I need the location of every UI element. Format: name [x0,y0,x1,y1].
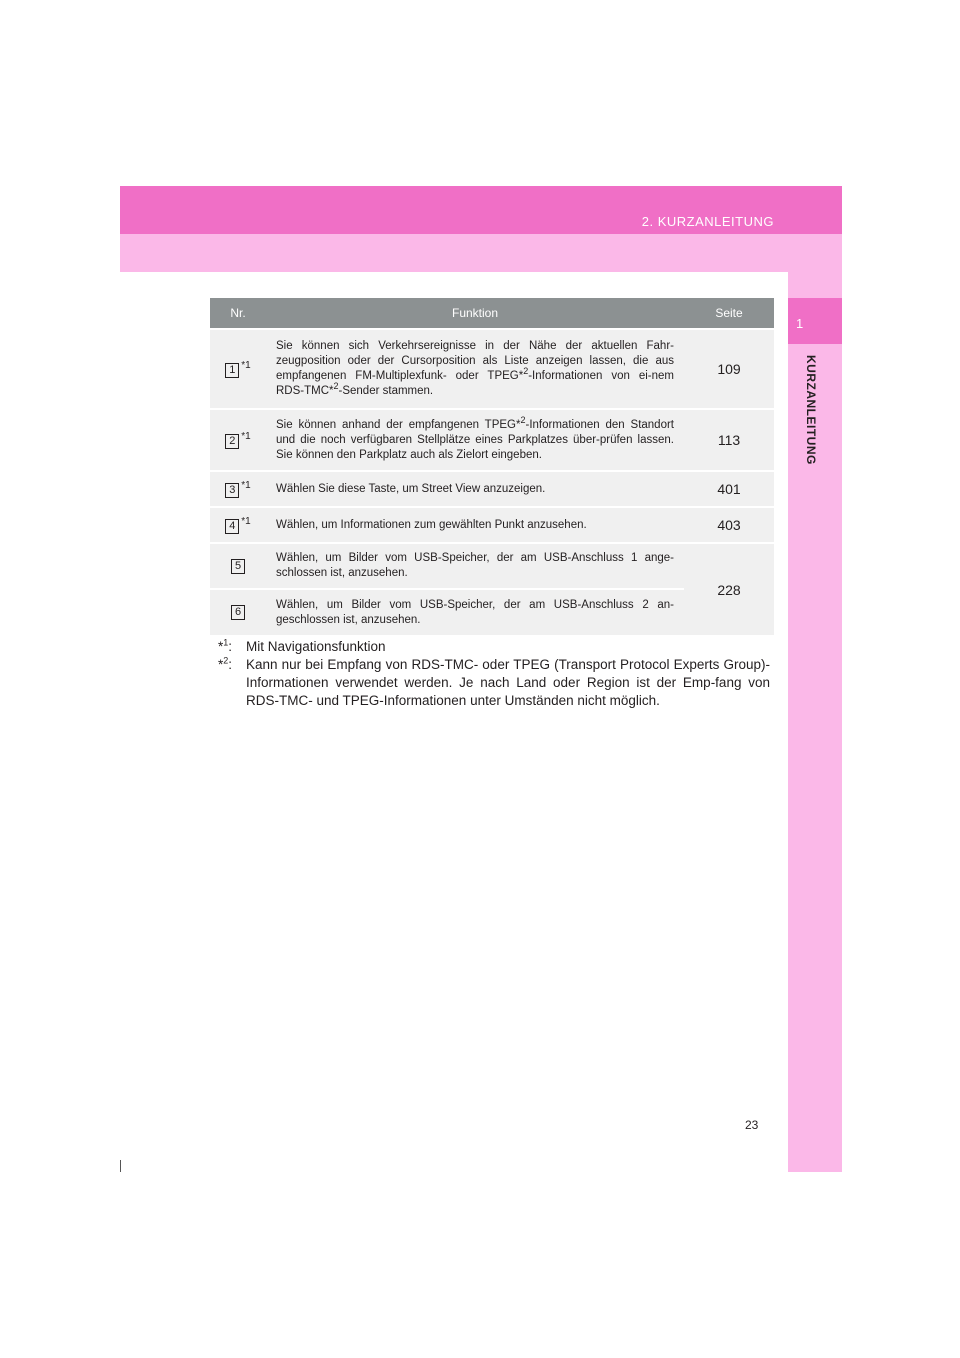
function-cell: Wählen, um Informationen zum gewählten Punkt anzusehen. [266,507,684,543]
section-title: 2. KURZANLEITUNG [641,214,774,229]
function-cell: Sie können sich Verkehrsereignisse in der Nähe der aktuellen Fahr-zeugposition oder der Cursorposition als Liste anzeigen lassen, die aus empfangenen FM-Multiplexfunk- oder TPEG*$^2$-Informationen von ei-nem RDS-TMC*$^2$-Sender stammen. [266,329,684,409]
footnotes [218,638,770,710]
row-number-cell [210,409,266,471]
footnote [218,638,770,656]
header-page: Seite [684,298,774,329]
crop-mark [120,1160,121,1172]
function-cell: Wählen, um Bilder vom USB-Speicher, der am USB-Anschluss 1 ange-schlossen ist, anzusehen. [266,543,684,589]
page-cell: 401 [684,471,774,507]
header-subband [120,234,842,272]
footnote-mark: *1 [241,516,251,528]
footnote-mark: *1 [241,431,251,443]
footnote-mark: *1 [241,360,251,372]
footnote [218,656,770,710]
row-number-cell [210,507,266,543]
page-number: 23 [745,1118,759,1132]
row-number-cell [210,589,266,635]
table-row [210,543,774,589]
chapter-tab [788,298,842,344]
footnote-marker: *$^2$: [218,655,233,672]
button-number-icon: 4 [225,519,239,534]
function-cell: Wählen Sie diese Taste, um Street View anzuzeigen. [266,471,684,507]
footnote-mark: *1 [241,480,251,492]
function-table [210,298,774,635]
header-nr: Nr. [210,298,266,329]
footnote-text: Kann nur bei Empfang von RDS-TMC- oder TPEG (Transport Protocol Experts Group)-Informationen verwendet werden. Je nach Land oder Region ist der Emp-fang von RDS-TMC- und TPEG-Informationen unter Umständen nicht möglich. [246,657,770,708]
header-function: Funktion [266,298,684,329]
footnote-text: Mit Navigationsfunktion [246,639,386,654]
row-number-cell [210,471,266,507]
page-cell: 228 [684,543,774,635]
button-number-icon: 5 [231,559,245,574]
button-number-icon: 6 [231,605,245,620]
page-cell: 113 [684,409,774,471]
table-row [210,329,774,409]
function-cell: Wählen, um Bilder vom USB-Speicher, der am USB-Anschluss 2 an-geschlossen ist, anzusehen. [266,589,684,635]
page-cell: 403 [684,507,774,543]
row-number-cell [210,543,266,589]
table-header-row [210,298,774,329]
header-band [120,186,842,234]
chapter-label: KURZANLEITUNG [804,355,818,465]
table-row [210,507,774,543]
table-row [210,471,774,507]
page-cell: 109 [684,329,774,409]
function-cell: Sie können anhand der empfangenen TPEG*$^2$-Informationen den Standort und die noch verfügbaren Stellplätze eines Parkplatzes über-prüfen lassen. Sie können den Parkplatz auch als Zielort eingeben. [266,409,684,471]
footnote-marker: *$^1$: [218,637,233,654]
button-number-icon: 1 [225,363,239,378]
button-number-icon: 2 [225,434,239,449]
button-number-icon: 3 [225,483,239,498]
table-row [210,409,774,471]
chapter-number: 1 [796,316,804,331]
row-number-cell [210,329,266,409]
